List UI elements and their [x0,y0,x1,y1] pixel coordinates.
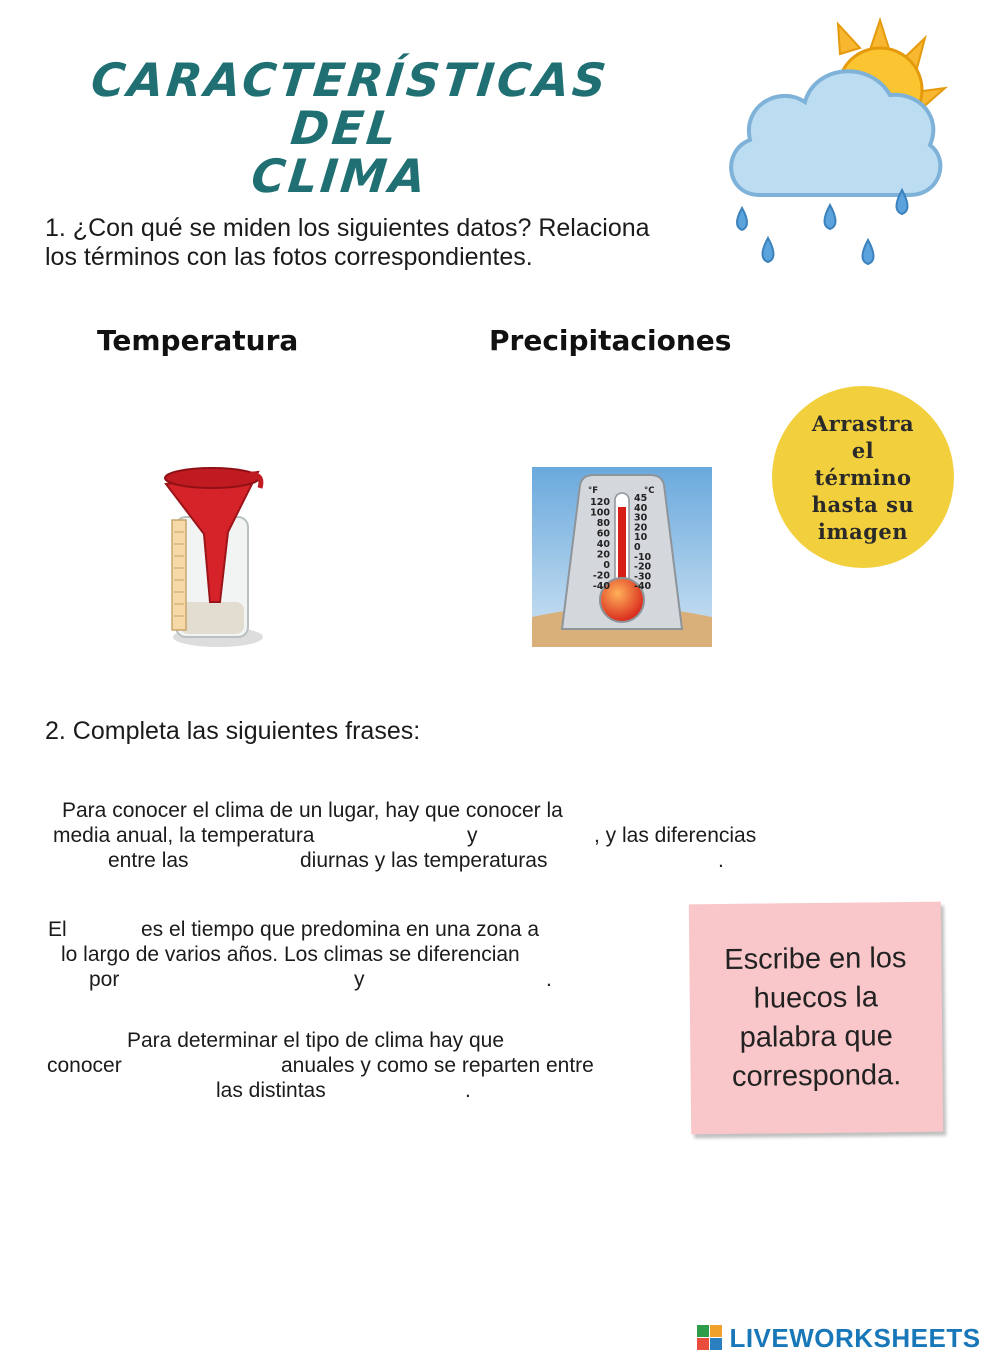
liveworksheets-brand-text: LIVEWORKSHEETS [729,1323,981,1353]
exercise-1-question [45,214,725,272]
fahrenheit-tick-label: 80 [596,518,610,529]
blank-6[interactable] [132,966,351,992]
p3-line-3a: las distintas [216,1079,326,1102]
fahrenheit-tick-label: 0 [603,560,610,571]
rain-gauge-image[interactable] [158,462,268,652]
celsius-tick-label: 45 [634,493,648,504]
paragraph-2 [0,917,680,997]
celsius-tick-label: 10 [634,532,648,544]
p2-line-1b: es el tiempo que predomina en una zona a [141,918,540,941]
p1-line-3b: diurnas y las temperaturas [300,849,548,872]
instruction-sticky-note [689,902,943,1135]
page-title [32,53,657,203]
p1-line-2b: y [467,824,478,847]
celsius-tick-label: -40 [634,581,652,593]
celsius-tick-label: -30 [634,571,652,583]
p1-line-2c: , y las diferencias [594,824,757,847]
blank-3[interactable] [206,847,300,873]
hint-line-1: Arrastra [811,410,915,436]
exercise-2-question: 2. Completa las siguientes frases: [45,717,421,745]
celsius-tick-label: 30 [634,512,648,524]
paragraph-3 [0,1028,680,1108]
blank-2[interactable] [486,822,595,848]
blank-4[interactable] [592,847,721,873]
p1-line-3c: . [718,849,724,872]
p3-line-2a: conocer [47,1054,122,1077]
blank-1[interactable] [360,822,464,848]
blank-9[interactable] [350,1077,464,1103]
blank-7[interactable] [372,966,546,992]
weather-cloud-sun-icon [720,10,950,270]
title-line-1: CARACTERÍSTICAS DEL [88,53,612,155]
celsius-tick-label: 20 [634,522,648,534]
fahrenheit-tick-label: 20 [596,549,610,561]
note-line-2: huecos la [753,981,879,1015]
exercise-1-question-line-2: los términos con las fotos correspondientes. [45,243,533,271]
fahrenheit-unit-label: °F [588,486,599,496]
hint-line-3: término [814,464,912,490]
p3-line-2b: anuales y como se reparten entre [281,1054,594,1077]
title-line-2: CLIMA [248,149,432,203]
p2-line-1a: El [48,918,67,941]
celsius-tick-label: 0 [634,542,641,553]
celsius-tick-label: -10 [634,551,652,563]
paragraph-1 [0,798,800,878]
p1-line-1: Para conocer el clima de un lugar, hay que conocer la [62,799,563,822]
p3-line-1: Para determinar el tipo de clima hay que [127,1029,505,1052]
p2-line-3a: por [89,968,120,991]
p2-line-3c: . [546,968,552,991]
liveworksheets-badge-icon [697,1325,723,1351]
fahrenheit-tick-label: 40 [596,539,610,550]
hint-line-2: el [851,437,875,463]
fahrenheit-tick-label: 60 [596,528,610,540]
fahrenheit-tick-label: -20 [592,570,610,582]
note-line-1: Escribe en los [724,942,907,976]
fahrenheit-tick-label: 100 [590,507,610,519]
term-temperatura[interactable]: Temperatura [97,324,299,357]
thermometer-image[interactable] [532,467,712,647]
drag-hint-circle [772,386,954,568]
blank-8[interactable] [138,1052,282,1078]
p2-line-2: lo largo de varios años. Los climas se diferencian [61,943,520,966]
p2-line-3b: y [354,968,365,991]
liveworksheets-logo[interactable] [697,1323,981,1354]
hint-line-5: imagen [817,518,909,544]
blank-5[interactable] [72,916,141,942]
note-line-4: corresponda. [731,1059,902,1093]
celsius-tick-label: -20 [634,561,652,573]
term-precipitaciones[interactable]: Precipitaciones [489,324,732,357]
p3-line-3b: . [465,1079,471,1102]
celsius-unit-label: °C [644,486,655,496]
p1-line-3a: entre las [108,849,189,872]
note-line-3: palabra que [739,1020,893,1054]
hint-line-4: hasta su [811,491,915,517]
celsius-tick-label: 40 [634,502,648,514]
p1-line-2a: media anual, la temperatura [53,824,315,847]
fahrenheit-tick-label: -40 [592,581,610,592]
fahrenheit-tick-label: 120 [590,497,610,508]
exercise-1-question-line-1: 1. ¿Con qué se miden los siguientes datos? Relaciona [45,214,650,242]
